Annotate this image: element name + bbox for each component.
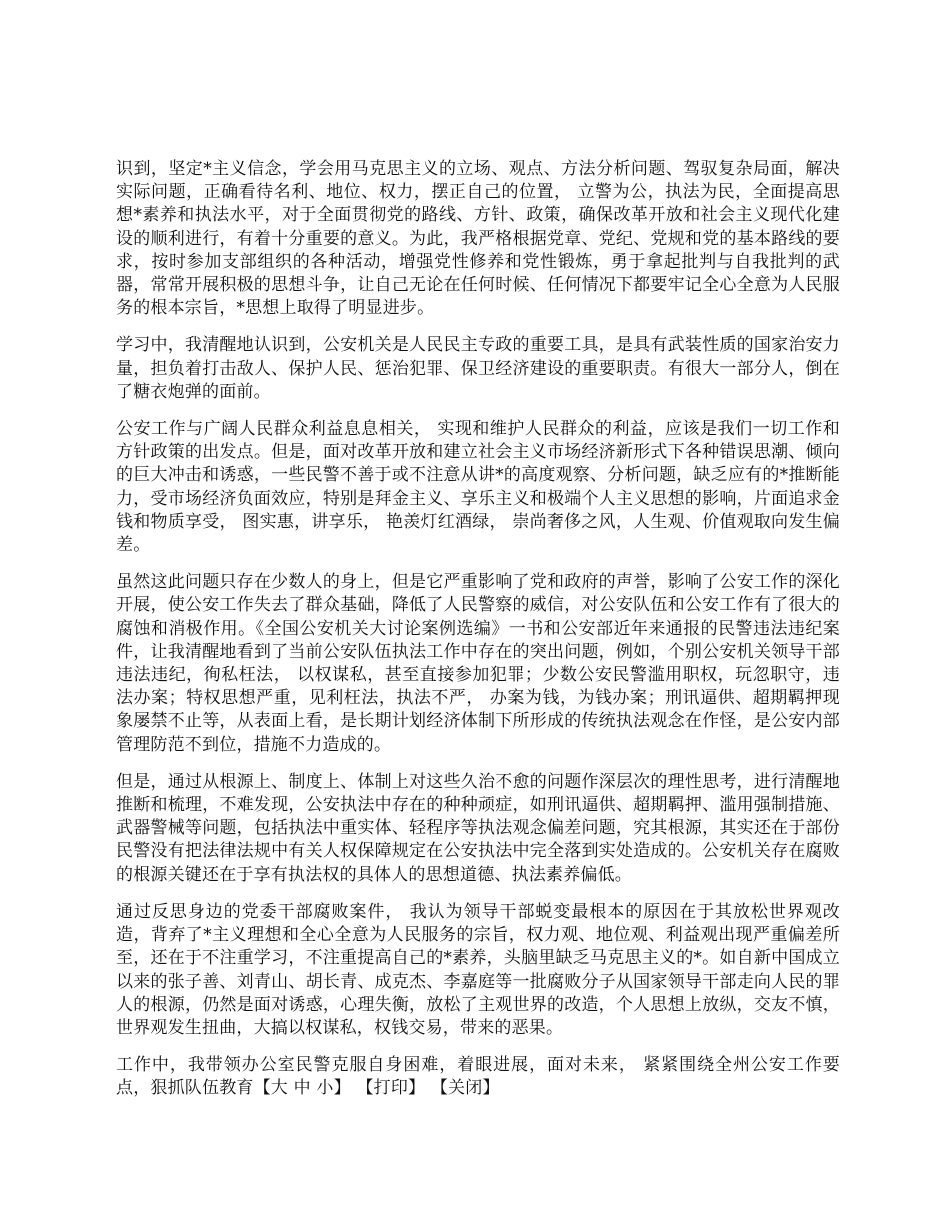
paragraph-4: 虽然这此问题只存在少数人的身上，但是它严重影响了党和政府的声誉，影响了公安工作的深化开展，使公安工作失去了群众基础，降低了人民警察的威信，对公安队伍和公安工作有了很大的腐蚀和消极作用。《全国公安机关大讨论案例选编》一书和公安部近年来通报的民警违法违纪案件，让我清醒地看到了当前公安队伍执法工作中存在的突出问题，例如，个别公安机关领导干部违法违纪，徇私枉法， 以权谋私，甚至直接参加犯罪；少数公安民警滥用职权，玩忽职守，违法办案；特权思想严重，见利枉法，执法不严， 办案为钱，为钱办案；刑讯逼供、超期羁押现象屡禁不止等，从表面上看，是长期计划经济体制下所形成的传统执法观念在作怪，是公安内部管理防范不到位，措施不力造成的。 (116, 572, 840, 755)
paragraph-2: 学习中，我清醒地认识到，公安机关是人民民主专政的重要工具，是具有武装性质的国家治安力量，担负着打击敌人、保护人民、惩治犯罪、保卫经济建设的重要职责。有很大一部分人，倒在了糖衣炮弹的面前。 (116, 335, 840, 402)
paragraph-1: 识到，坚定*主义信念，学会用马克思主义的立场、观点、方法分析问题、驾驭复杂局面，解决实际问题，正确看待名利、地位、权力，摆正自己的位置， 立警为公，执法为民，全面提高思想*素养和执法水平，对于全面贯彻党的路线、方针、政策，确保改革开放和社会主义现代化建设的顺利进行，有着十分重要的意义。为此，我严格根据党章、党纪、党规和党的基本路线的要求，按时参加支部组织的各种活动，增强党性修养和党性锻炼，勇于拿起批判与自我批判的武器，常常开展积极的思想斗争，让自己无论在任何时候、任何情况下都要牢记全心全意为人民服务的根本宗旨，*思想上取得了明显进步。 (116, 159, 840, 319)
font-size-link[interactable]: 【大 中 小】 (253, 1078, 351, 1099)
paragraph-7-text: 工作中，我带领办公室民警克服自身困难，着眼进展，面对未来， 紧紧围绕全州公安工作要点，狠抓队伍教育 (116, 1055, 840, 1099)
paragraph-7 (116, 1054, 840, 1100)
paragraph-5: 但是，通过从根源上、制度上、体制上对这些久治不愈的问题作深层次的理性思考，进行清醒地推断和梳理，不难发现，公安执法中存在的种种顽症，如刑讯逼供、超期羁押、滥用强制措施、武器警械等问题，包括执法中重实体、轻程序等执法观念偏差问题，究其根源，其实还在于部份民警没有把法律法规中有关人权保障规定在公安执法中完全落到实处造成的。公安机关存在腐败的根源关键还在于享有执法权的具体人的思想道德、执法素养偏低。 (116, 771, 840, 885)
close-link[interactable]: 【关闭】 (430, 1078, 500, 1099)
paragraph-3: 公安工作与广阔人民群众利益息息相关， 实现和维护人民群众的利益，应该是我们一切工作和方针政策的出发点。但是，面对改革开放和建立社会主义市场经济新形式下各种错误思潮、倾向的巨大冲击和诱惑，一些民警不善于或不注意从讲*的高度观察、分析问题，缺乏应有的*推断能力，受市场经济负面效应，特别是拜金主义、享乐主义和极端个人主义思想的影响，片面追求金钱和物质享受， 图实惠，讲享乐， 艳羡灯红酒绿， 崇尚奢侈之风，人生观、价值观取向发生偏差。 (116, 419, 840, 556)
print-link[interactable]: 【打印】 (356, 1078, 426, 1099)
paragraph-6: 通过反思身边的党委干部腐败案件， 我认为领导干部蜕变最根本的原因在于其放松世界观改造，背弃了*主义理想和全心全意为人民服务的宗旨，权力观、地位观、利益观出现严重偏差所至，还在于不注重学习，不注重提高自己的*素养，头脑里缺乏马克思主义的*。如自新中国成立以来的张子善、刘青山、胡长青、成克杰、李嘉庭等一批腐败分子从国家领导干部走向人民的罪人的根源，仍然是面对诱惑，心理失衡，放松了主观世界的改造，个人思想上放纵，交友不慎，世界观发生扭曲，大搞以权谋私，权钱交易，带来的恶果。 (116, 901, 840, 1038)
article-body (116, 158, 840, 1101)
